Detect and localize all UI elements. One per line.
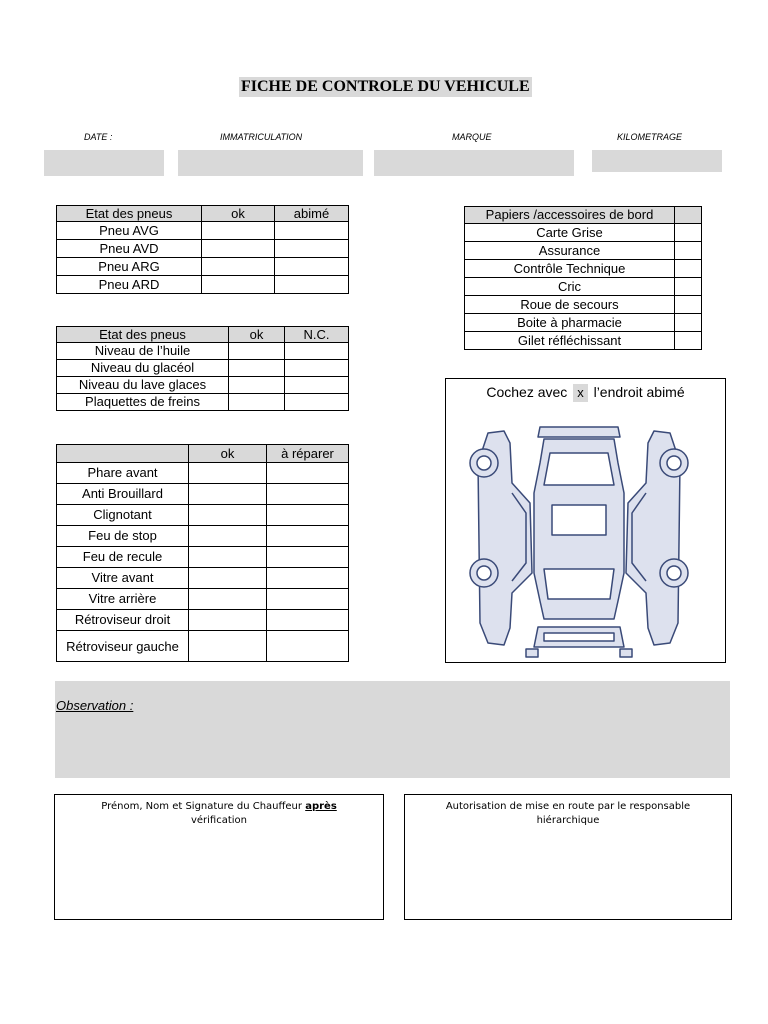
- date-field[interactable]: [44, 150, 164, 176]
- tire-label: Pneu ARD: [57, 276, 202, 294]
- marque-field[interactable]: [374, 150, 574, 176]
- car-diagram-instruction: [446, 383, 725, 402]
- check-cell[interactable]: [275, 276, 349, 294]
- light-label: Anti Brouillard: [57, 484, 189, 505]
- check-cell[interactable]: [267, 463, 349, 484]
- header-cell: Etat des pneus: [57, 327, 229, 343]
- table-row: [57, 394, 349, 411]
- check-cell[interactable]: [189, 463, 267, 484]
- check-cell[interactable]: [275, 258, 349, 276]
- table-row: [57, 610, 349, 631]
- check-cell[interactable]: [675, 332, 702, 350]
- header-cell: à réparer: [267, 445, 349, 463]
- light-label: Rétroviseur gauche: [57, 631, 189, 662]
- table-row: [57, 240, 349, 258]
- table-row: [57, 631, 349, 662]
- driver-signature-label: [55, 800, 383, 828]
- check-cell[interactable]: [189, 505, 267, 526]
- tire-label: Pneu AVG: [57, 222, 202, 240]
- check-cell[interactable]: [189, 526, 267, 547]
- check-cell[interactable]: [675, 278, 702, 296]
- paper-label: Boite à pharmacie: [465, 314, 675, 332]
- table-row: [465, 314, 702, 332]
- check-cell[interactable]: [229, 360, 285, 377]
- check-cell[interactable]: [267, 505, 349, 526]
- check-cell[interactable]: [275, 240, 349, 258]
- tire-label: Pneu AVD: [57, 240, 202, 258]
- table-row: [465, 224, 702, 242]
- driver-signature-box[interactable]: [54, 794, 384, 920]
- check-cell[interactable]: [189, 547, 267, 568]
- check-cell[interactable]: [285, 360, 349, 377]
- header-cell: ok: [202, 206, 275, 222]
- table-row: [57, 484, 349, 505]
- check-cell[interactable]: [202, 276, 275, 294]
- check-cell[interactable]: [675, 260, 702, 278]
- table-row: [57, 526, 349, 547]
- check-cell[interactable]: [229, 343, 285, 360]
- instruction-before: Cochez avec: [486, 384, 568, 400]
- paper-label: Gilet réfléchissant: [465, 332, 675, 350]
- observation-label: Observation :: [56, 698, 134, 713]
- table-row: [465, 260, 702, 278]
- table-row: [465, 332, 702, 350]
- check-cell[interactable]: [285, 394, 349, 411]
- fluid-label: Niveau du glacéol: [57, 360, 229, 377]
- immatriculation-label: IMMATRICULATION: [220, 132, 303, 142]
- table-header-row: [57, 445, 349, 463]
- header-cell: N.C.: [285, 327, 349, 343]
- table-row: [57, 360, 349, 377]
- table-header-row: [57, 327, 349, 343]
- paper-label: Assurance: [465, 242, 675, 260]
- table-row: [57, 258, 349, 276]
- check-cell[interactable]: [189, 568, 267, 589]
- table-row: [465, 242, 702, 260]
- x-mark: x: [573, 384, 588, 402]
- header-cell: [57, 445, 189, 463]
- check-cell[interactable]: [229, 377, 285, 394]
- driver-label-part1: Prénom, Nom et Signature du Chauffeur: [101, 801, 303, 812]
- light-label: Feu de recule: [57, 547, 189, 568]
- fluid-label: Niveau de l’huile: [57, 343, 229, 360]
- papers-table: [464, 206, 702, 350]
- header-cell: ok: [189, 445, 267, 463]
- paper-label: Contrôle Technique: [465, 260, 675, 278]
- table-row: [57, 463, 349, 484]
- table-row: [57, 589, 349, 610]
- check-cell[interactable]: [202, 222, 275, 240]
- form-title: FICHE DE CONTROLE DU VEHICULE: [241, 78, 530, 95]
- table-row: [57, 547, 349, 568]
- header-cell: Etat des pneus: [57, 206, 202, 222]
- table-row: [57, 568, 349, 589]
- driver-label-bold: après: [305, 801, 337, 812]
- light-label: Phare avant: [57, 463, 189, 484]
- marque-label: MARQUE: [452, 132, 492, 142]
- check-cell[interactable]: [189, 610, 267, 631]
- table-header-row: [57, 206, 349, 222]
- header-cell: Papiers /accessoires de bord: [465, 207, 675, 224]
- fluid-label: Plaquettes de freins: [57, 394, 229, 411]
- check-cell[interactable]: [267, 610, 349, 631]
- check-cell[interactable]: [229, 394, 285, 411]
- check-cell[interactable]: [202, 240, 275, 258]
- header-cell-empty: [675, 207, 702, 224]
- observation-area[interactable]: [55, 681, 730, 778]
- table-row: [57, 377, 349, 394]
- check-cell[interactable]: [675, 314, 702, 332]
- check-cell[interactable]: [202, 258, 275, 276]
- table-row: [57, 222, 349, 240]
- check-cell[interactable]: [267, 631, 349, 662]
- light-label: Clignotant: [57, 505, 189, 526]
- table-row: [57, 505, 349, 526]
- table-row: [465, 278, 702, 296]
- check-cell[interactable]: [267, 526, 349, 547]
- check-cell[interactable]: [189, 589, 267, 610]
- light-label: Rétroviseur droit: [57, 610, 189, 631]
- check-cell[interactable]: [285, 343, 349, 360]
- light-label: Vitre arrière: [57, 589, 189, 610]
- kilometrage-label: KILOMETRAGE: [617, 132, 683, 142]
- table-row: [57, 343, 349, 360]
- fluids-table: [56, 326, 349, 411]
- car-damage-diagram: [445, 378, 726, 663]
- instruction-after: l’endroit abimé: [593, 384, 685, 400]
- light-label: Feu de stop: [57, 526, 189, 547]
- car-front-view: [538, 427, 620, 437]
- tire-label: Pneu ARG: [57, 258, 202, 276]
- tires-table: [56, 205, 349, 294]
- check-cell[interactable]: [189, 484, 267, 505]
- check-cell[interactable]: [275, 222, 349, 240]
- check-cell[interactable]: [675, 296, 702, 314]
- check-cell[interactable]: [267, 547, 349, 568]
- table-header-row: [465, 207, 702, 224]
- paper-label: Cric: [465, 278, 675, 296]
- header-cell: abimé: [275, 206, 349, 222]
- check-cell[interactable]: [189, 631, 267, 662]
- paper-label: Carte Grise: [465, 224, 675, 242]
- header-cell: ok: [229, 327, 285, 343]
- kilometrage-field[interactable]: [592, 150, 722, 172]
- table-row: [57, 276, 349, 294]
- date-label: DATE :: [84, 132, 113, 142]
- check-cell[interactable]: [267, 568, 349, 589]
- car-outline-drawing[interactable]: [460, 423, 698, 659]
- paper-label: Roue de secours: [465, 296, 675, 314]
- table-row: [465, 296, 702, 314]
- immatriculation-field[interactable]: [178, 150, 363, 176]
- manager-authorization-box[interactable]: [404, 794, 732, 920]
- check-cell[interactable]: [267, 589, 349, 610]
- check-cell[interactable]: [675, 224, 702, 242]
- light-label: Vitre avant: [57, 568, 189, 589]
- check-cell[interactable]: [285, 377, 349, 394]
- manager-authorization-label: Autorisation de mise en route par le responsable hiérarchique: [445, 801, 691, 826]
- check-cell[interactable]: [675, 242, 702, 260]
- lights-table: [56, 444, 349, 662]
- driver-label-part2: vérification: [190, 815, 248, 826]
- check-cell[interactable]: [267, 484, 349, 505]
- fluid-label: Niveau du lave glaces: [57, 377, 229, 394]
